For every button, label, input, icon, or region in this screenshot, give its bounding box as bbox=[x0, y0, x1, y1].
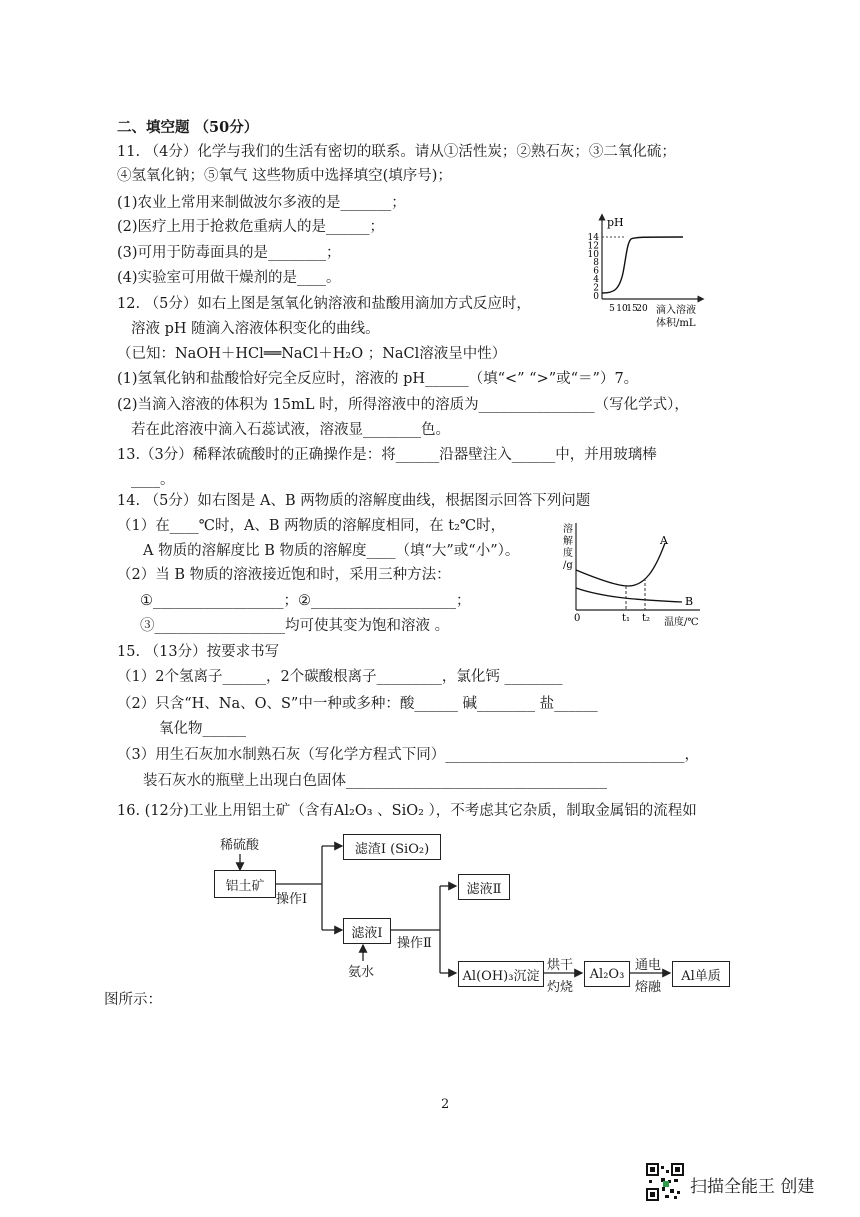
bake-bottom-label: 灼烧 bbox=[547, 980, 574, 995]
sol-x-label: 温度/℃ bbox=[664, 617, 699, 626]
sol-y-label-char: 度 bbox=[563, 548, 573, 559]
box-residue: 滤渣Ⅰ (SiO₂) bbox=[343, 834, 441, 860]
q12-known: （已知：NaOH＋HCl══NaCl＋H₂O ；NaCl溶液呈中性） bbox=[117, 346, 507, 362]
box-product: Al单质 bbox=[672, 961, 730, 987]
q11-item1: (1)农业上常用来制做波尔多液的是_______； bbox=[117, 195, 406, 211]
q12-item1: (1)氢氧化钠和盐酸恰好完全反应时，溶液的 pH______（填“<” “>”或“＝”）7。 bbox=[117, 371, 639, 387]
q14-item2a: ①__________________；②____________________； bbox=[140, 593, 471, 609]
curve-b bbox=[576, 588, 682, 602]
q11-line2: ④氢氧化钠；⑤氧气 这些物质中选择填空(填序号)； bbox=[117, 168, 452, 184]
ph-x-label-2: 体积/mL bbox=[656, 318, 696, 329]
box-filtrate1: 滤液Ⅰ bbox=[343, 918, 391, 944]
sol-y-label-char: 解 bbox=[563, 536, 573, 547]
box-start: 铝土矿 bbox=[214, 870, 276, 898]
box-precipitate: Al(OH)₃沉淀 bbox=[458, 961, 544, 987]
ph-x-tick: 15 bbox=[626, 304, 638, 314]
ammonia-label: 氨水 bbox=[348, 965, 375, 980]
t2-label: t₂ bbox=[642, 613, 651, 624]
ph-y-label: pH bbox=[607, 216, 624, 229]
q16-after: 图所示： bbox=[104, 992, 162, 1008]
ph-y-tick: 12 bbox=[587, 241, 599, 252]
op2-label: 操作Ⅱ bbox=[397, 936, 432, 951]
q12-item2b: 若在此溶液中滴入石蕊试液，溶液显________色。 bbox=[131, 422, 450, 438]
ph-y-tick: 10 bbox=[587, 249, 599, 260]
ph-x-tick: 20 bbox=[636, 304, 648, 314]
flowchart bbox=[210, 826, 735, 996]
q16-line1: 16. (12分)工业上用铝土矿（含有Al₂O₃ 、SiO₂ ），不考虑其它杂质，制取金属铝的流程如 bbox=[117, 803, 697, 819]
q14-item1b: A 物质的溶解度比 B 物质的溶解度____（填“大”或“小”）。 bbox=[143, 543, 520, 559]
ph-y-tick: 4 bbox=[593, 275, 599, 285]
q12-line1: 12. （5分）如右上图是氢氧化钠溶液和盐酸用滴加方式反应时， bbox=[117, 296, 531, 312]
origin-label: 0 bbox=[574, 613, 581, 624]
curve-a-label: A bbox=[660, 534, 668, 547]
q14-item2: （2）当 B 物质的溶液接近饱和时，采用三种方法： bbox=[117, 567, 451, 583]
q11-item4: (4)实验室可用做干燥剂的是____。 bbox=[117, 270, 341, 286]
q12-item2: (2)当滴入溶液的体积为 15mL 时，所得溶液中的溶质为________________（写化学式）， bbox=[117, 397, 689, 413]
curve-a bbox=[576, 543, 665, 586]
elec-top-label: 通电 bbox=[635, 958, 662, 973]
solubility-chart bbox=[560, 518, 720, 626]
t1-label: t₁ bbox=[622, 613, 631, 624]
q14-item1: （1）在____℃时，A、B 两物质的溶解度相同，在 t₂℃时， bbox=[117, 518, 506, 534]
q11-line1: 11. （4分）化学与我们的生活有密切的联系。请从①活性炭；②熟石灰；③二氧化硫； bbox=[117, 144, 676, 160]
ph-y-tick: 14 bbox=[587, 233, 599, 243]
q14-item2b: ③__________________均可使其变为饱和溶液 。 bbox=[140, 618, 450, 634]
ph-y-tick: 0 bbox=[593, 291, 599, 302]
qr-code-icon bbox=[646, 1163, 684, 1201]
sol-y-label-char: /g bbox=[563, 560, 573, 571]
box-oxide: Al₂O₃ bbox=[584, 961, 630, 987]
ph-x-tick: 5 bbox=[609, 304, 615, 314]
q15-item3: （3）用生石灰加水制熟石灰（写化学方程式下同）_________________________________， bbox=[117, 747, 699, 763]
ph-curve bbox=[602, 237, 683, 293]
q15-item2: （2）只含“H、Na、O、S”中一种或多种：酸______ 碱________ 盐______ bbox=[117, 696, 598, 712]
ph-y-tick: 2 bbox=[593, 283, 599, 294]
ph-y-tick: 8 bbox=[593, 258, 599, 269]
op1-label: 操作Ⅰ bbox=[276, 892, 308, 907]
q15-line1: 15. （13分）按要求书写 bbox=[117, 644, 280, 660]
elec-bottom-label: 熔融 bbox=[635, 980, 662, 995]
ph-curve-chart bbox=[583, 213, 723, 331]
section-title: 二、填空题 （50分） bbox=[117, 119, 259, 136]
bake-top-label: 烘干 bbox=[547, 958, 574, 973]
q15-item2b: 氧化物______ bbox=[159, 721, 246, 737]
ph-x-label-1: 滴入溶液 bbox=[656, 305, 696, 316]
sol-y-label-char: 溶 bbox=[563, 524, 573, 535]
ph-x-tick: 10 bbox=[616, 304, 628, 314]
curve-b-label: B bbox=[685, 595, 694, 608]
q14-line1: 14. （5分）如右图是 A、B 两物质的溶解度曲线，根据图示回答下列问题 bbox=[117, 493, 591, 509]
page-number: 2 bbox=[441, 1097, 450, 1112]
box-filtrate2: 滤液Ⅱ bbox=[458, 874, 510, 900]
q11-item3: (3)可用于防毒面具的是________； bbox=[117, 245, 341, 261]
q13-line1: 13.（3分）稀释浓硫酸时的正确操作是：将______沿器壁注入______中，并用玻璃棒 bbox=[117, 447, 657, 463]
q12-line2: 溶液 pH 随滴入溶液体积变化的曲线。 bbox=[131, 321, 380, 337]
reagent-label: 稀硫酸 bbox=[220, 838, 260, 853]
q11-item2: (2)医疗上用于抢救危重病人的是______； bbox=[117, 219, 385, 235]
footer-brand: 扫描全能王 创建 bbox=[690, 1177, 815, 1197]
ph-y-tick: 6 bbox=[593, 266, 599, 277]
q13-line2: ____。 bbox=[131, 472, 175, 488]
q15-item3b: 装石灰水的瓶壁上出现白色固体____________________________________ bbox=[143, 773, 607, 789]
q15-item1: （1）2个氢离子______，2个碳酸根离子_________，氯化钙 ________ bbox=[117, 669, 563, 685]
